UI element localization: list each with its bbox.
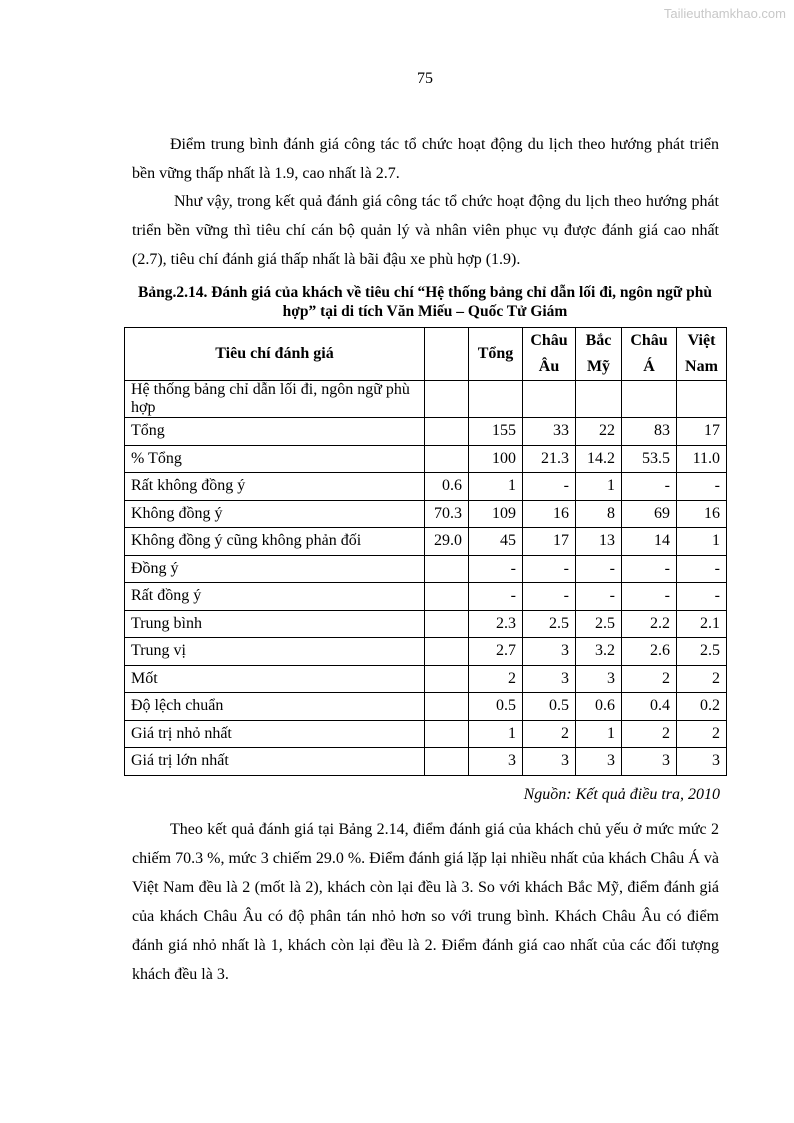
table-cell bbox=[425, 610, 469, 638]
table-cell: 0.2 bbox=[677, 693, 727, 721]
table-row bbox=[125, 500, 727, 528]
table-cell: 2.2 bbox=[622, 610, 677, 638]
table-cell: 2 bbox=[469, 665, 523, 693]
table-cell: 3 bbox=[576, 665, 622, 693]
table-cell: 1 bbox=[469, 473, 523, 501]
table-cell: - bbox=[469, 555, 523, 583]
table-cell: 3 bbox=[523, 665, 576, 693]
table-cell: 2.5 bbox=[523, 610, 576, 638]
table-row-label: Rất đồng ý bbox=[125, 583, 425, 611]
table-cell: 2.6 bbox=[622, 638, 677, 666]
watermark: Tailieuthamkhao.com bbox=[663, 6, 786, 21]
table-cell: 3 bbox=[576, 748, 622, 776]
table-cell bbox=[425, 555, 469, 583]
table-cell: - bbox=[576, 583, 622, 611]
table-row bbox=[125, 473, 727, 501]
table-cell: 70.3 bbox=[425, 500, 469, 528]
table-cell: 0.4 bbox=[622, 693, 677, 721]
table-cell: - bbox=[469, 583, 523, 611]
table-cell: 3.2 bbox=[576, 638, 622, 666]
table-cell bbox=[425, 748, 469, 776]
table-cell: 100 bbox=[469, 445, 523, 473]
table-cell: 2 bbox=[622, 665, 677, 693]
table-cell: 16 bbox=[677, 500, 727, 528]
table-row-label: Trung bình bbox=[125, 610, 425, 638]
table-cell: 2 bbox=[677, 665, 727, 693]
table-row bbox=[125, 555, 727, 583]
table-cell: - bbox=[523, 473, 576, 501]
table-cell: 3 bbox=[622, 748, 677, 776]
table-cell bbox=[425, 638, 469, 666]
table-row-label: Trung vị bbox=[125, 638, 425, 666]
table-cell bbox=[425, 445, 469, 473]
paragraph-1: Điểm trung bình đánh giá công tác tổ chức hoạt động du lịch theo hướng phát triển bền vững thấp nhất là 1.9, cao nhất là 2.7. bbox=[132, 136, 719, 182]
table-cell: 2.1 bbox=[677, 610, 727, 638]
page-number: 75 bbox=[417, 70, 433, 87]
table-row-label: Không đồng ý bbox=[125, 500, 425, 528]
table-cell: 0.5 bbox=[469, 693, 523, 721]
table-caption: Bảng.2.14. Đánh giá của khách về tiêu chí “Hệ thống bảng chỉ dẫn lối đi, ngôn ngữ phù hợp” tại di tích Văn Miếu – Quốc Tử Giám bbox=[138, 284, 712, 320]
table-cell: 33 bbox=[523, 418, 576, 446]
table-cell bbox=[622, 381, 677, 418]
table-row-label: Độ lệch chuẩn bbox=[125, 693, 425, 721]
table-cell: 22 bbox=[576, 418, 622, 446]
table-header-row bbox=[125, 328, 727, 381]
table-cell: 8 bbox=[576, 500, 622, 528]
table-row bbox=[125, 638, 727, 666]
table-cell: 13 bbox=[576, 528, 622, 556]
table-cell: 1 bbox=[677, 528, 727, 556]
table-cell: 2.5 bbox=[677, 638, 727, 666]
table-cell bbox=[425, 665, 469, 693]
table-cell bbox=[677, 381, 727, 418]
table-row bbox=[125, 748, 727, 776]
table-cell: 14 bbox=[622, 528, 677, 556]
table-cell: 21.3 bbox=[523, 445, 576, 473]
table-cell: 17 bbox=[523, 528, 576, 556]
table-cell: 2.7 bbox=[469, 638, 523, 666]
table-cell: 0.5 bbox=[523, 693, 576, 721]
table-row-label: Hệ thống bảng chỉ dẫn lối đi, ngôn ngữ phù hợp bbox=[125, 381, 425, 418]
table-row bbox=[125, 665, 727, 693]
table-row-label: Đồng ý bbox=[125, 555, 425, 583]
table-body bbox=[125, 381, 727, 776]
table-row-label: Giá trị nhỏ nhất bbox=[125, 720, 425, 748]
table-cell: - bbox=[622, 583, 677, 611]
table-row bbox=[125, 720, 727, 748]
table-cell: 83 bbox=[622, 418, 677, 446]
table-cell: 3 bbox=[469, 748, 523, 776]
table-cell: 0.6 bbox=[425, 473, 469, 501]
table-cell: 1 bbox=[469, 720, 523, 748]
table-cell: 45 bbox=[469, 528, 523, 556]
paragraph-2: Như vậy, trong kết quả đánh giá công tác tổ chức hoạt động du lịch theo hướng phát triển bền vững thì tiêu chí cán bộ quản lý và nhân viên phục vụ được đánh giá cao nhất (2.7), tiêu chí đánh giá thấp nhất là bãi đậu xe phù hợp (1.9). bbox=[132, 193, 719, 268]
table-cell: 16 bbox=[523, 500, 576, 528]
table-cell: 11.0 bbox=[677, 445, 727, 473]
table-cell: 69 bbox=[622, 500, 677, 528]
header-criteria: Tiêu chí đánh giá bbox=[125, 328, 425, 381]
table-row-label: Tổng bbox=[125, 418, 425, 446]
table-cell: 155 bbox=[469, 418, 523, 446]
table-cell: 53.5 bbox=[622, 445, 677, 473]
table-row-label: % Tổng bbox=[125, 445, 425, 473]
table-cell: 2 bbox=[523, 720, 576, 748]
table-cell: - bbox=[677, 555, 727, 583]
table-cell: 17 bbox=[677, 418, 727, 446]
table-cell bbox=[523, 381, 576, 418]
table-cell: 0.6 bbox=[576, 693, 622, 721]
table-cell: 1 bbox=[576, 720, 622, 748]
table-row-label: Giá trị lớn nhất bbox=[125, 748, 425, 776]
table-cell bbox=[469, 381, 523, 418]
header-percent bbox=[425, 328, 469, 381]
table-row bbox=[125, 445, 727, 473]
table-cell bbox=[425, 720, 469, 748]
table-cell: 2 bbox=[622, 720, 677, 748]
header-vietnam: Việt Nam bbox=[677, 328, 727, 381]
table-row bbox=[125, 693, 727, 721]
table-cell: 2.5 bbox=[576, 610, 622, 638]
table-cell: - bbox=[523, 583, 576, 611]
table-cell: 2 bbox=[677, 720, 727, 748]
table-cell: 1 bbox=[576, 473, 622, 501]
table-row bbox=[125, 381, 727, 418]
table-cell: - bbox=[622, 473, 677, 501]
table-cell bbox=[576, 381, 622, 418]
table-cell: - bbox=[523, 555, 576, 583]
header-total: Tổng bbox=[469, 328, 523, 381]
table-cell bbox=[425, 583, 469, 611]
table-cell: - bbox=[576, 555, 622, 583]
evaluation-table bbox=[124, 327, 727, 776]
table-cell: 3 bbox=[677, 748, 727, 776]
table-cell bbox=[425, 381, 469, 418]
table-row-label: Mốt bbox=[125, 665, 425, 693]
header-europe: Châu Âu bbox=[523, 328, 576, 381]
table-row bbox=[125, 583, 727, 611]
table-cell bbox=[425, 693, 469, 721]
table-cell: 2.3 bbox=[469, 610, 523, 638]
table-cell: 3 bbox=[523, 748, 576, 776]
table-cell: 29.0 bbox=[425, 528, 469, 556]
table-cell: - bbox=[677, 583, 727, 611]
table-row-label: Không đồng ý cũng không phản đối bbox=[125, 528, 425, 556]
table-source: Nguồn: Kết quả điều tra, 2010 bbox=[523, 786, 720, 803]
table-cell: - bbox=[677, 473, 727, 501]
header-asia: Châu Á bbox=[622, 328, 677, 381]
header-north-america: Bắc Mỹ bbox=[576, 328, 622, 381]
table-cell: - bbox=[622, 555, 677, 583]
table-row bbox=[125, 528, 727, 556]
table-cell bbox=[425, 418, 469, 446]
table-row-label: Rất không đồng ý bbox=[125, 473, 425, 501]
paragraph-3: Theo kết quả đánh giá tại Bảng 2.14, điểm đánh giá của khách chủ yếu ở mức mức 2 chiếm 70.3 %, mức 3 chiếm 29.0 %. Điểm đánh giá lặp lại nhiều nhất của khách Châu Á và Việt Nam đều là 2 (mốt là 2), khách còn lại đều là 3. So với khách Bắc Mỹ, điểm đánh giá của khách Châu Âu có độ phân tán nhỏ hơn so với trung bình. Khách Châu Âu có điểm đánh giá nhỏ nhất là 1, khách còn lại đều là 2. Điểm đánh giá cao nhất của các đối tượng khách đều là 3. bbox=[132, 821, 719, 983]
table-row bbox=[125, 418, 727, 446]
table-cell: 14.2 bbox=[576, 445, 622, 473]
table-row bbox=[125, 610, 727, 638]
table-cell: 109 bbox=[469, 500, 523, 528]
table-cell: 3 bbox=[523, 638, 576, 666]
